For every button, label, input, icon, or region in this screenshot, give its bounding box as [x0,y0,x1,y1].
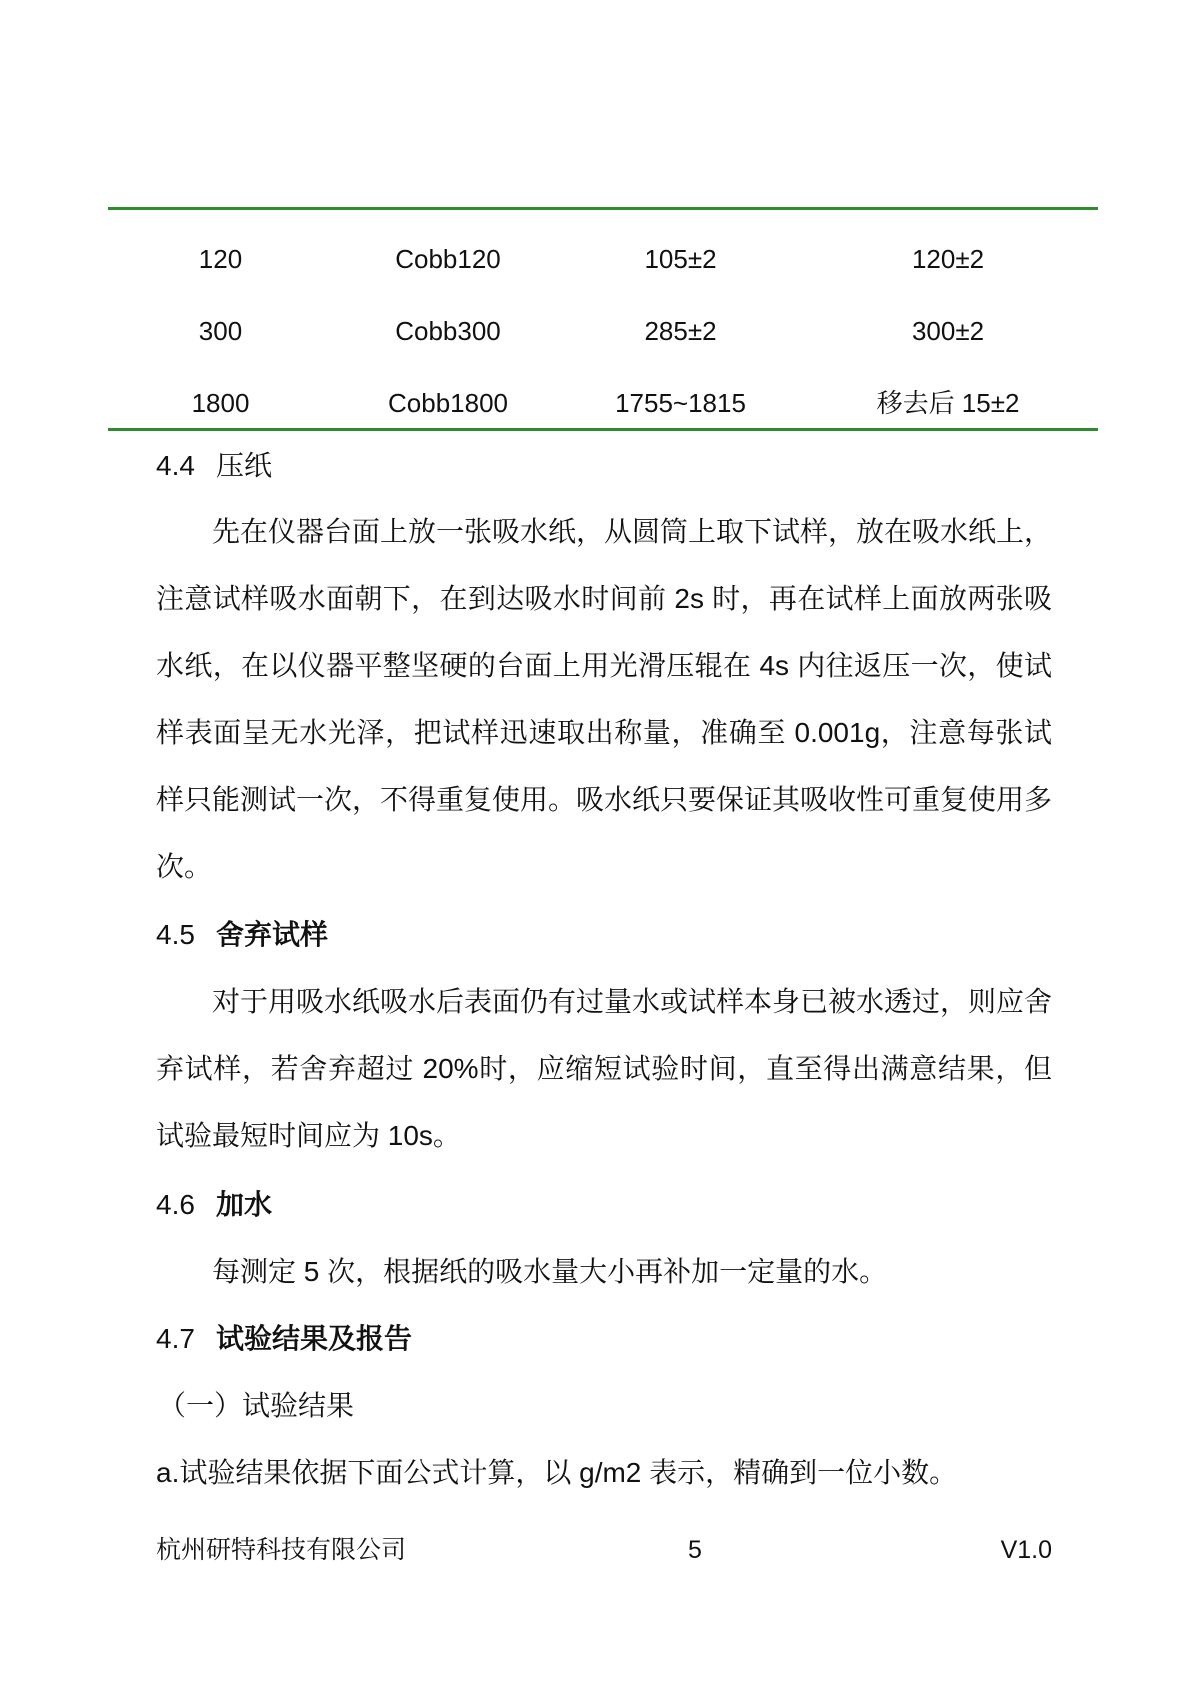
table-cell: 300 [198,316,243,346]
section-body-4-6 [156,1238,1052,1305]
section-number: 4.5 [156,919,195,950]
section-number: 4.6 [156,1189,195,1220]
footer-page-number: 5 [688,1536,702,1564]
section-title: 加水 [216,1189,273,1220]
table-top-rule [108,207,1098,210]
section-title: 舍弃试样 [216,919,329,950]
list-item-a: a.试验结果依据下面公式计算，以 g/m2 表示，精确到一位小数。 [156,1457,958,1488]
table-cell: Cobb1800 [388,388,508,418]
table-row [108,237,1098,281]
paragraph: 对于用吸水纸吸水后表面仍有过量水或试样本身已被水透过，则应舍弃试样，若舍弃超过 20%时，应缩短试验时间，直至得出满意结果，但试验最短时间应为 10s。 [156,986,1053,1151]
table-cell: Cobb120 [395,244,501,274]
table-cell: 105±2 [644,244,717,274]
table-cell: Cobb300 [395,316,501,346]
table-cell: 移去后 15±2 [876,388,1020,418]
table-row [108,381,1098,425]
section-heading-4-5 [156,913,328,957]
section-body-4-4 [156,498,1052,900]
table-cell: 1755~1815 [615,388,746,418]
table-cell: 285±2 [644,316,717,346]
section-heading-4-6 [156,1183,272,1227]
table-row [108,309,1098,353]
section-body-4-5 [156,968,1052,1169]
subsection-title: （一）试验结果 [158,1390,355,1421]
section-heading-4-4 [156,444,272,488]
footer-company: 杭州研特科技有限公司 [156,1536,407,1564]
section-title: 压纸 [216,450,273,481]
section-number: 4.7 [156,1323,195,1354]
section-number: 4.4 [156,450,195,481]
paragraph: 先在仪器台面上放一张吸水纸，从圆筒上取下试样，放在吸水纸上，注意试样吸水面朝下，在到达吸水时间前 2s 时，再在试样上面放两张吸水纸，在以仪器平整坚硬的台面上用光滑压辊在 4s 内往返压一次，使试样表面呈无水光泽，把试样迅速取出称量，准确至 0.001g，注意每张试样只能测试一次，不得重复使用。吸水纸只要保证其吸收性可重复使用多次。 [156,516,1053,882]
section-title: 试验结果及报告 [216,1323,413,1354]
table-cell: 1800 [191,388,250,418]
table-cell: 120 [198,244,243,274]
paragraph: 每测定 5 次，根据纸的吸水量大小再补加一定量的水。 [212,1256,888,1287]
footer-version: V1.0 [1000,1536,1052,1564]
table-cell: 300±2 [911,316,985,346]
section-heading-4-7 [156,1317,412,1361]
table-cell: 120±2 [911,244,985,274]
table-bottom-rule [108,428,1098,431]
